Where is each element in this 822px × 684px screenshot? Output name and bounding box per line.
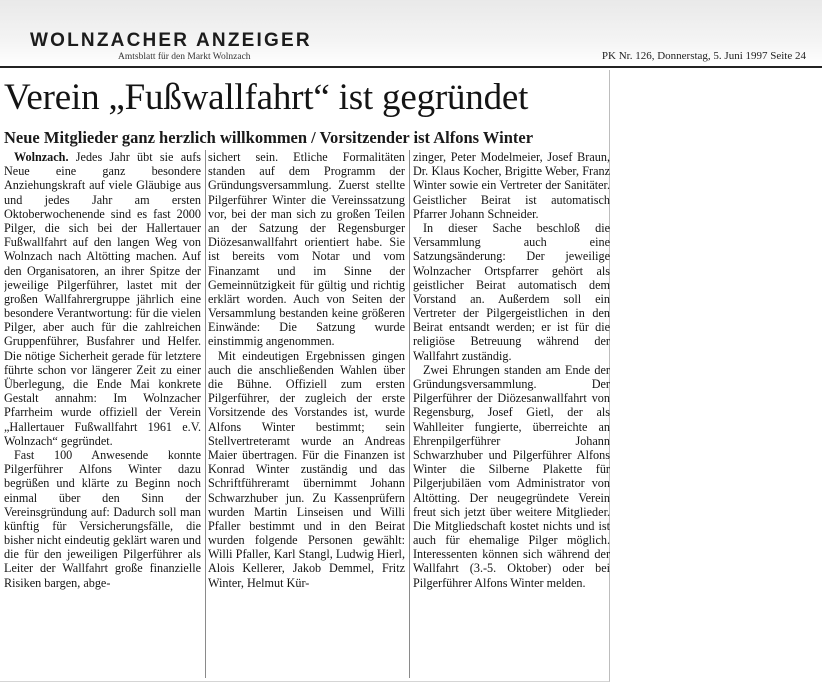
column-divider (205, 150, 206, 678)
article-column-1 (4, 150, 201, 678)
column-divider (409, 150, 410, 678)
article-headline: Verein „Fußwallfahrt“ ist gegründet (4, 77, 529, 118)
issue-info: PK Nr. 126, Donnerstag, 5. Juni 1997 Seite 24 (601, 50, 806, 62)
article-subheadline: Neue Mitglieder ganz herzlich willkommen / Vorsitzender ist Alfons Winter (4, 128, 534, 147)
paragraph: In dieser Sache beschloß die Versammlung auch eine Satzungsänderung: Der jeweilige Wolnzacher Ortspfarrer gehört als geistlicher Beirat automatisch dem Vorstand an. Außerdem soll ein Vertreter der Pilgergeistlichen in den Beirat entsandt werden; er ist für die religiöse Betreuung während der Wallfahrt zuständig. (413, 220, 610, 363)
paragraph (4, 150, 201, 448)
masthead-rule (0, 66, 822, 68)
newspaper-name: WOLNZACHER ANZEIGER (30, 30, 312, 51)
dateline: Wolnzach. (14, 150, 69, 164)
paragraph: Mit eindeutigen Ergebnissen gingen auch die anschließenden Wahlen über die Bühne. Offiziell zum ersten Pilgerführer, der zugleich der erste Vorsitzende des Vorstandes ist, wurde Alfons Winter bestimmt; sein Stellvertreteramt wurde an Andreas Maier übertragen. Für die Finanzen ist Konrad Winter zuständig und das Schriftführeramt übernimmt Johann Schwarzhuber jun. Zu Kassenprüfern wurden Martin Linseisen und Willi Pfaller bestimmt und in den Beirat wurden folgende Personen gewählt: Willi Pfaller, Karl Stangl, Ludwig Hierl, Alois Kellerer, Jakob Demmel, Fritz Winter, Helmut Kür- (208, 348, 405, 590)
newspaper-subtitle: Amtsblatt für den Markt Wolnzach (118, 52, 251, 62)
article-column-2 (208, 150, 405, 678)
paragraph: sichert sein. Etliche Formalitäten standen auf dem Programm der Gründungsversammlung. Zuerst stellte Pilgerführer Winter die Vereinssatzung vor, bei der man sich zu großen Teilen an der Satzung der Regensburger Diözesanwallfahrt orientiert habe. Sie ist bereits vom Notar und vom Finanzamt und im Sinne der Gemeinnützigkeit für gültig und richtig erklärt worden. Auch von Seiten der Versammlung bestanden keine größeren Einwände: Die Satzung wurde einstimmig angenommen. (208, 150, 405, 349)
paragraph-text: Jedes Jahr übt sie aufs Neue eine ganz besondere Anziehungskraft auf viele Gläubige aus und jedes Jahr am ersten Oktoberwochenende sind es fast 2000 Pilger, die sich bei der Hallertauer Fußwallfahrt auf den langen Weg von Wolnzach nach Altötting machen. Auf den Organisatoren, an ihrer Spitze der jeweilige Pilgerführer, lastet mit der großen Wallfahrergruppe jährlich eine besondere Verantwortung: für die vielen Pilger, aber auch für die zahlreichen Gruppenführer, Busfahrer und Helfer. Die nötige Sicherheit gerade für letztere führte schon vor längerer Zeit zu einer Überlegung, die Ende Mai konkrete Gestalt annahm: Im Wolnzacher Pfarrheim wurde offiziell der Verein „Hallertauer Fußwallfahrt 1961 e.V. Wolnzach“ gegründet. (4, 150, 201, 448)
article-column-3 (413, 150, 610, 678)
paragraph: Zwei Ehrungen standen am Ende der Gründungsversammlung. Der Pilgerführer der Diözesanwallfahrt von Regensburg, Josef Gietl, der als Wahlleiter fungierte, überreichte an Ehrenpilgerführer Johann Schwarzhuber und Pilgerführer Alfons Winter die Silberne Plakette für Pilgerjubiläen vom Administrator von Altötting. Der neugegründete Verein freut sich jetzt über weitere Mitglieder. Die Mitgliedschaft kostet nichts und ist auch für ehemalige Pilger möglich. Interessenten können sich während der Wallfahrt (3.-5. Oktober) oder bei Pilgerführer Alfons Winter melden. (413, 362, 610, 590)
paragraph: Fast 100 Anwesende konnte Pilgerführer Alfons Winter dazu begrüßen und klärte zu Beginn noch einmal über den Sinn der Vereinsgründung auf: Dadurch soll man künftig für Versicherungsfälle, die bisher nicht eindeutig geklärt waren und die für den jeweiligen Pilgerführer als Leiter der Wallfahrt große finanzielle Risiken bargen, abge- (4, 447, 201, 590)
paragraph: zinger, Peter Modelmeier, Josef Braun, Dr. Klaus Kocher, Brigitte Weber, Franz Winter sowie ein Vertreter der Sanitäter. Geistlicher Beirat ist automatisch Pfarrer Johann Schneider. (413, 150, 610, 221)
